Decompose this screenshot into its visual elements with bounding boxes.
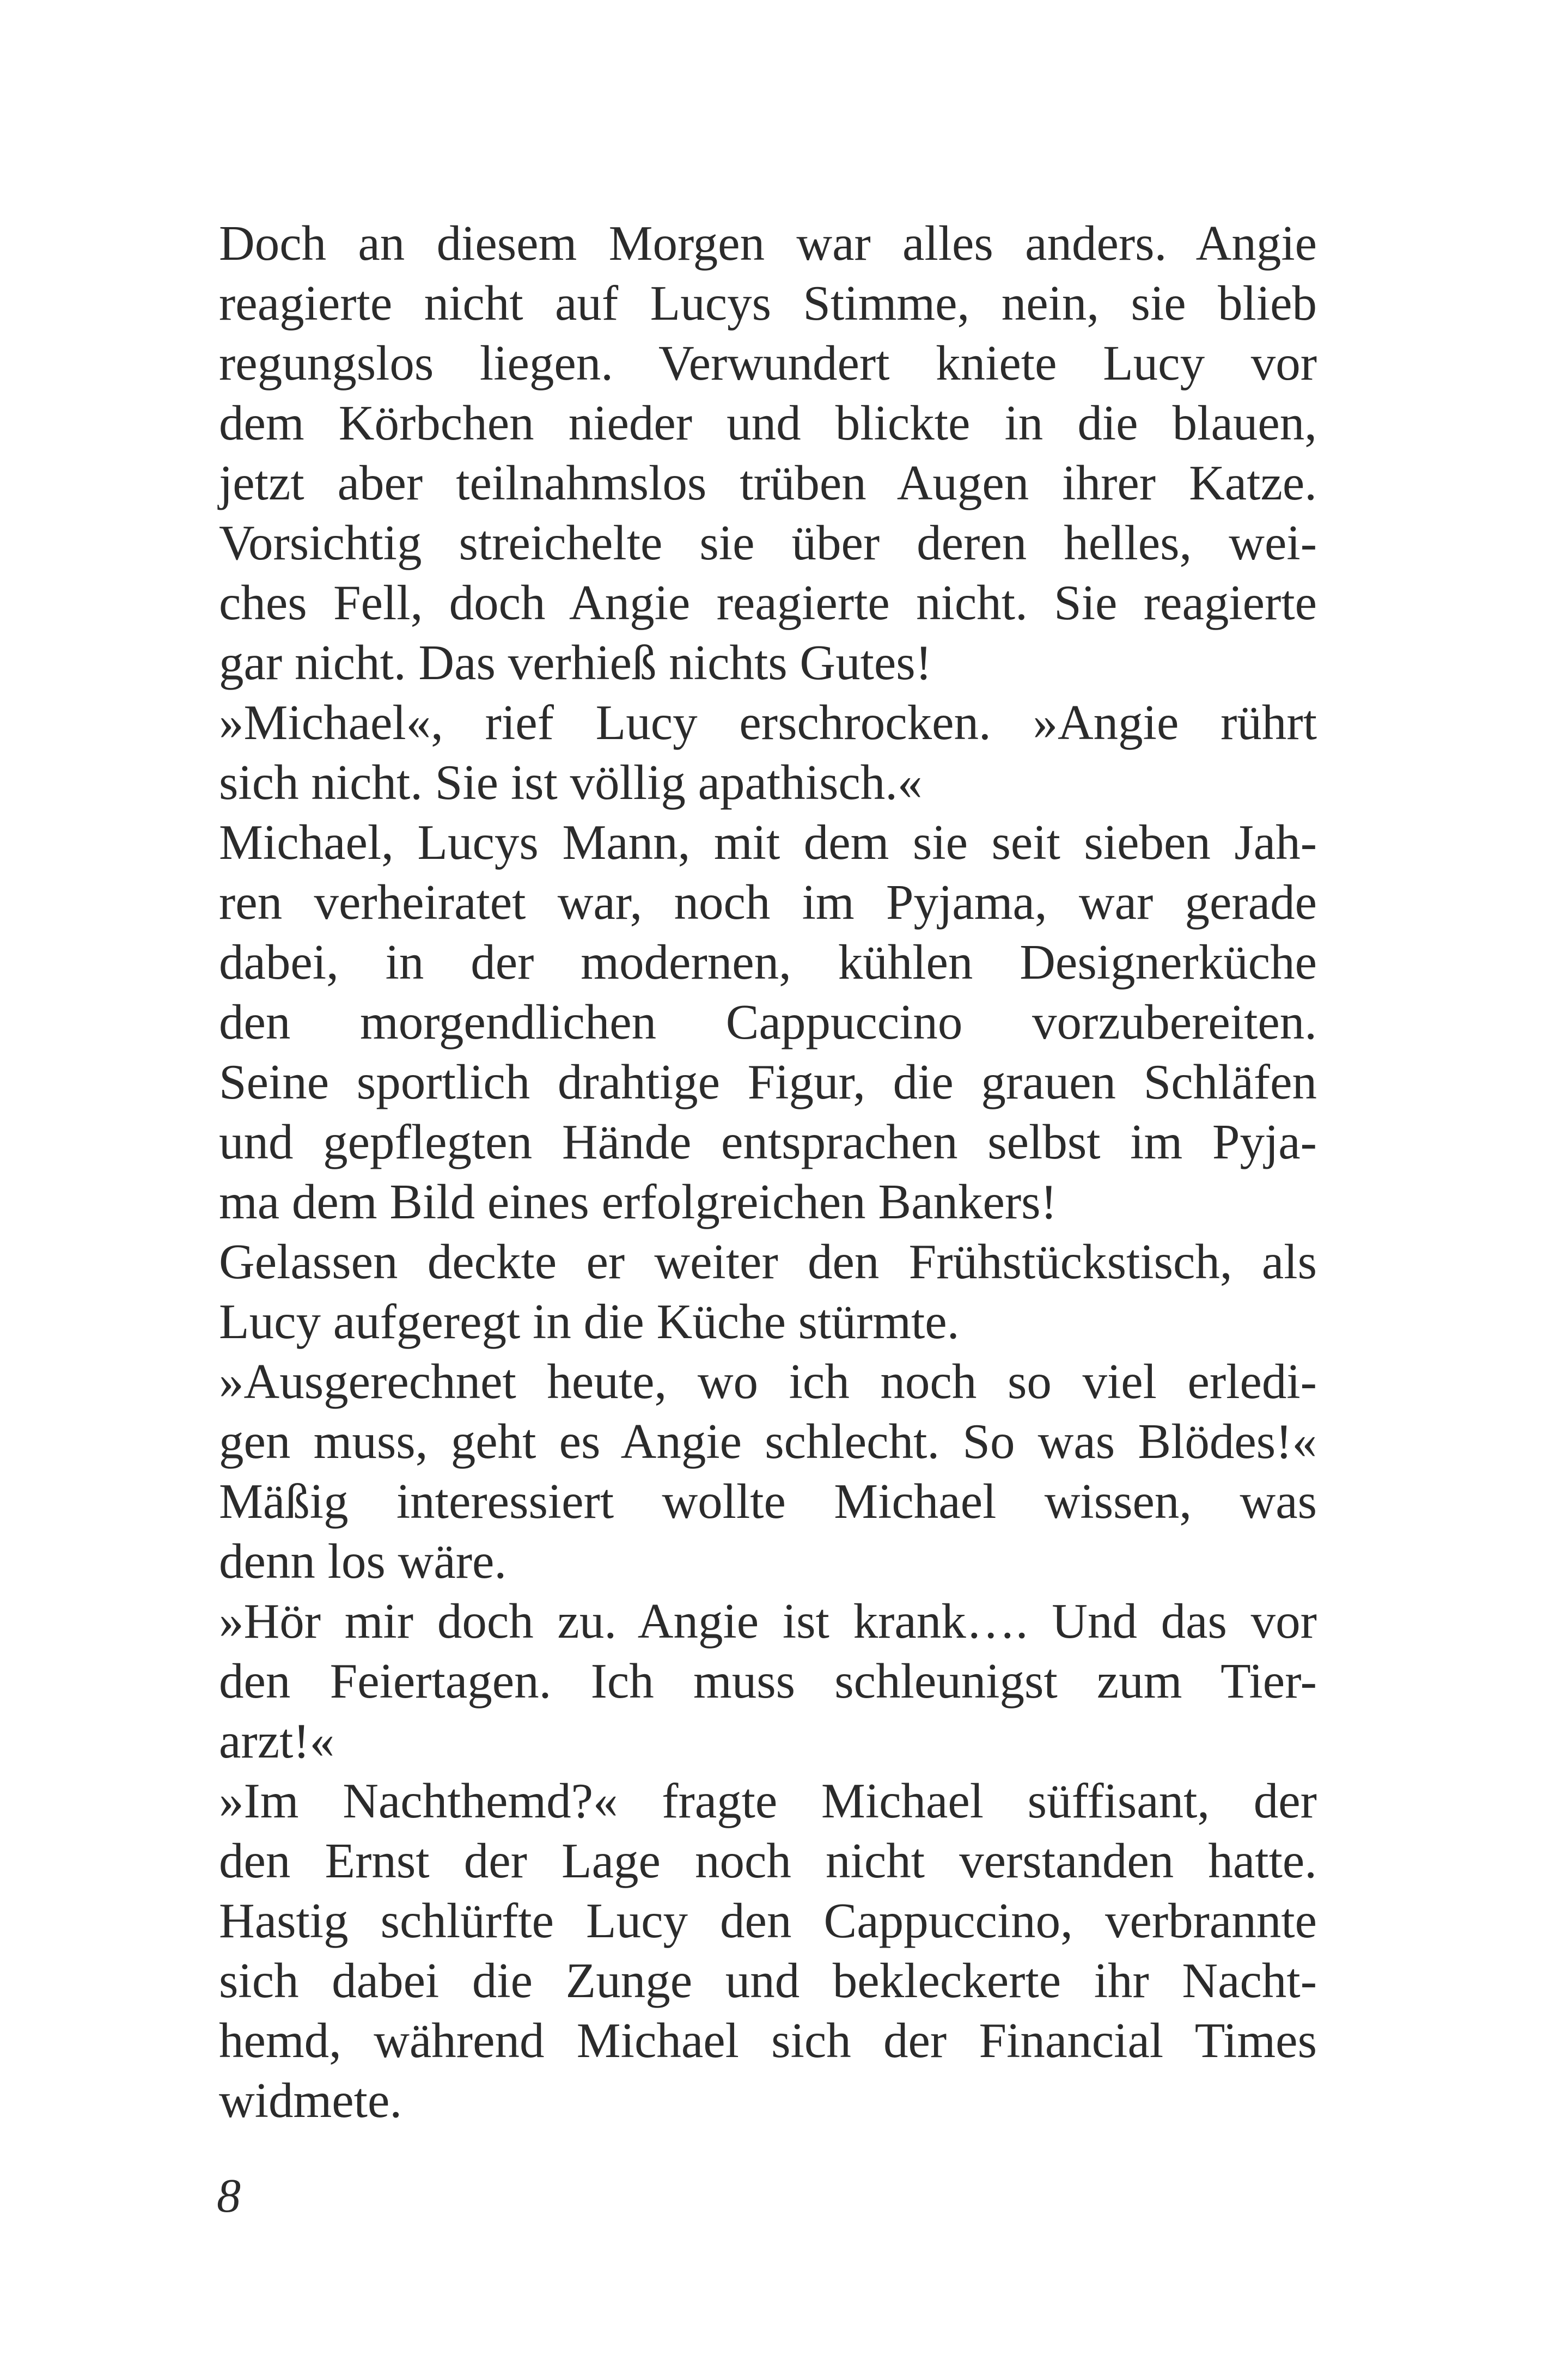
text-line: Gelassen deckte er weiter den Frühstückstisch, als (219, 1234, 1317, 1289)
text-line: gar nicht. Das verhieß nichts Gutes! (219, 635, 932, 690)
text-line: Michael, Lucys Mann, mit dem sie seit sieben Jah- (219, 815, 1317, 870)
text-line: den Feiertagen. Ich muss schleunigst zum Tier- (219, 1653, 1317, 1708)
text-line: regungslos liegen. Verwundert kniete Lucy vor (219, 335, 1317, 390)
text-line: jetzt aber teilnahmslos trüben Augen ihrer Katze. (219, 455, 1317, 510)
text-line: ma dem Bild eines erfolgreichen Bankers! (219, 1174, 1057, 1229)
text-line: dabei, in der modernen, kühlen Designerküche (219, 935, 1317, 990)
body-text (219, 213, 1317, 2131)
text-line: dem Körbchen nieder und blickte in die blauen, (219, 395, 1317, 450)
text-line: sich dabei die Zunge und bekleckerte ihr Nacht- (219, 1953, 1317, 2008)
text-line: arzt!« (219, 1713, 335, 1768)
text-line: sich nicht. Sie ist völlig apathisch.« (219, 755, 923, 810)
text-line: Mäßig interessiert wollte Michael wissen, was (219, 1474, 1317, 1529)
text-line: Doch an diesem Morgen war alles anders. Angie (219, 216, 1317, 271)
text-line: und gepflegten Hände entsprachen selbst im Pyja- (219, 1114, 1317, 1169)
text-line: Hastig schlürfte Lucy den Cappuccino, verbrannte (219, 1893, 1317, 1948)
text-line: denn los wäre. (219, 1534, 507, 1589)
text-line: »Michael«, rief Lucy erschrocken. »Angie rührt (219, 695, 1317, 750)
text-line: widmete. (219, 2073, 402, 2128)
text-line: Seine sportlich drahtige Figur, die grauen Schläfen (219, 1054, 1317, 1109)
text-line: ren verheiratet war, noch im Pyjama, war gerade (219, 875, 1317, 930)
text-line: den morgendlichen Cappuccino vorzubereiten. (219, 994, 1317, 1049)
text-line: »Im Nachthemd?« fragte Michael süffisant, der (219, 1773, 1317, 1828)
text-line: Vorsichtig streichelte sie über deren helles, wei- (219, 515, 1317, 570)
page-number: 8 (217, 2170, 241, 2223)
text-line: den Ernst der Lage noch nicht verstanden hatte. (219, 1833, 1317, 1888)
text-line: Lucy aufgeregt in die Küche stürmte. (219, 1294, 960, 1349)
text-line: reagierte nicht auf Lucys Stimme, nein, sie blieb (219, 276, 1317, 331)
text-line: »Ausgerechnet heute, wo ich noch so viel erledi- (219, 1354, 1317, 1409)
text-line: »Hör mir doch zu. Angie ist krank…. Und das vor (219, 1594, 1317, 1649)
text-line: hemd, während Michael sich der Financial Times (219, 2013, 1317, 2068)
text-line: ches Fell, doch Angie reagierte nicht. Sie reagierte (219, 575, 1317, 630)
text-line: gen muss, geht es Angie schlecht. So was Blödes!« (219, 1414, 1317, 1469)
